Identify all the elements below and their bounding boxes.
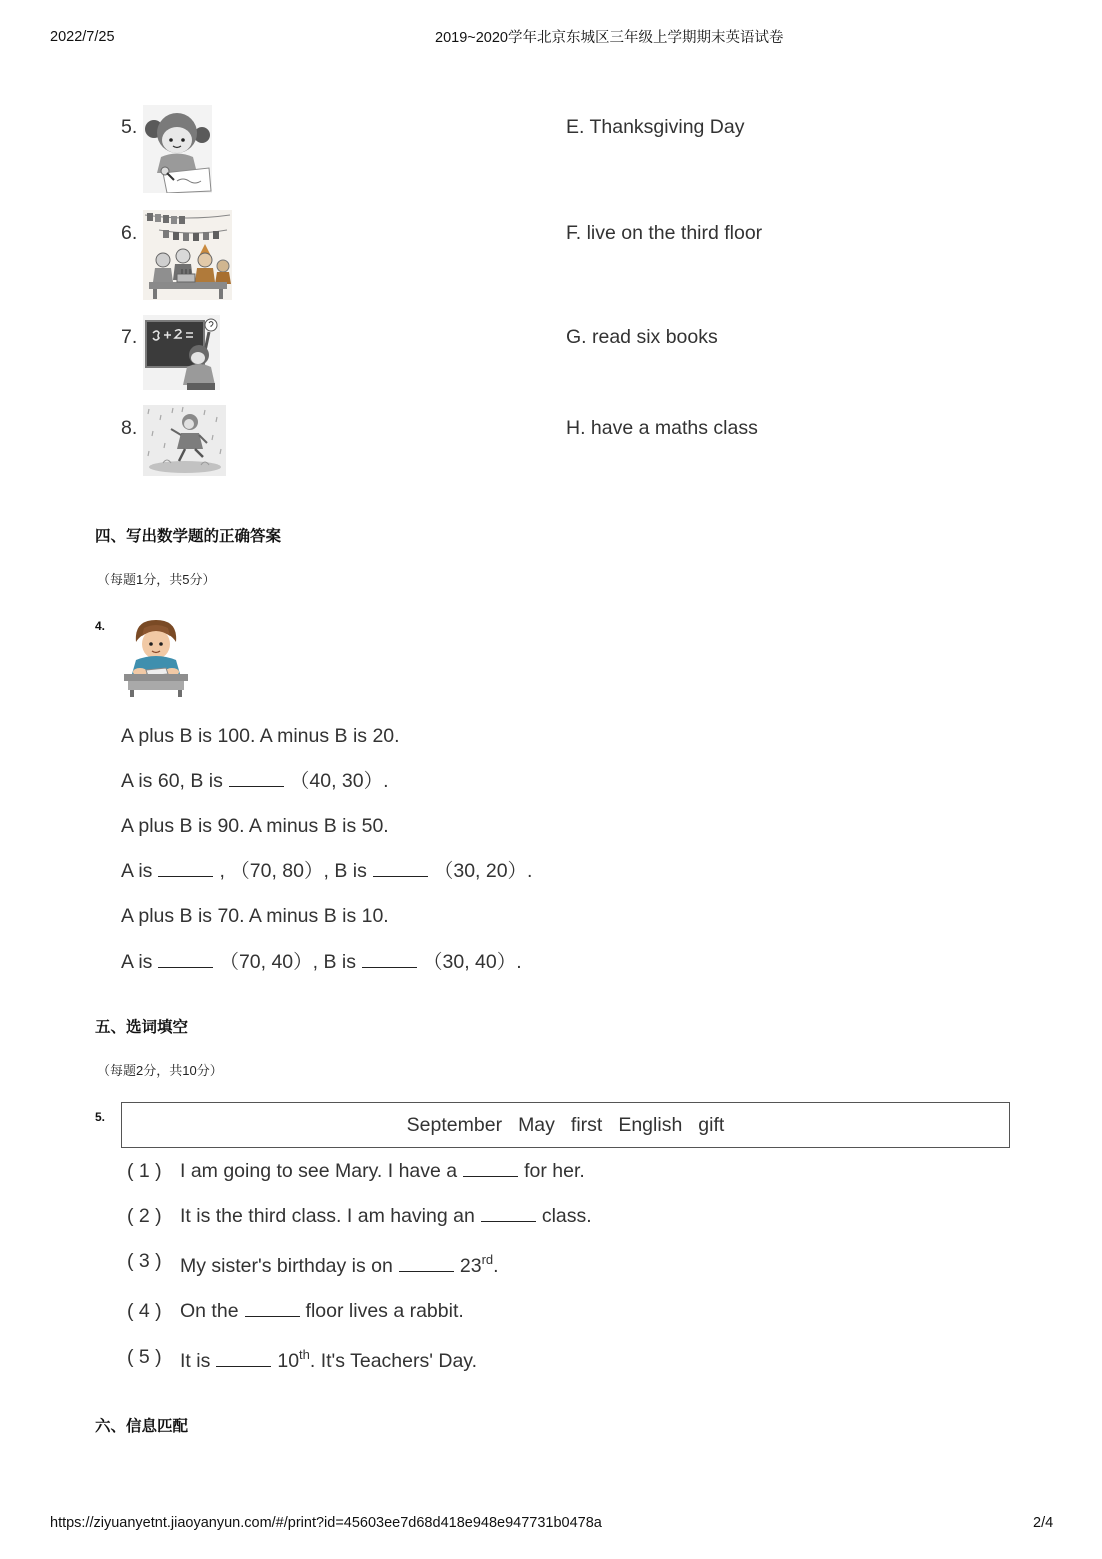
answer-blank (158, 860, 213, 877)
fill-item (180, 1159, 585, 1183)
item-label: ( 3 ) (127, 1250, 162, 1272)
math-line (121, 769, 389, 793)
fill-item-text: floor lives a rabbit. (305, 1300, 464, 1322)
word-bank-box (121, 1102, 1010, 1148)
matching-number: 5. (121, 116, 138, 138)
option-g: G. read six books (566, 326, 718, 348)
math-line-text: A is (121, 860, 153, 882)
answer-blank (158, 951, 213, 968)
fill-item-text: . It's Teachers' Day. (309, 1350, 478, 1372)
page-number: 2/4 (1033, 1515, 1054, 1531)
math-line: A plus B is 70. A minus B is 10. (121, 905, 389, 927)
document-title: 2019~2020学年北京东城区三年级上学期期末英语试卷 (435, 30, 784, 46)
score-note: （每题1分，共5分） (97, 572, 216, 587)
matching-number: 6. (121, 222, 138, 244)
fill-item-text: 23 (459, 1255, 482, 1277)
fill-item-text: 10 (277, 1350, 300, 1372)
girl-drawing-picture (143, 105, 212, 193)
word-bank-word: English (618, 1113, 683, 1136)
score-note: （每题2分，共10分） (97, 1063, 223, 1078)
ordinal-suffix: th (299, 1346, 310, 1362)
fill-item-text: . (493, 1255, 499, 1277)
math-line-text: （30, 20）. (433, 860, 533, 882)
fill-item-text: for her. (524, 1160, 585, 1182)
fill-item-text: class. (541, 1205, 592, 1227)
fill-item (180, 1299, 464, 1323)
matching-number: 7. (121, 326, 138, 348)
item-label: ( 1 ) (127, 1160, 162, 1182)
math-line-text: A is 60, B is (121, 770, 223, 792)
birthday-party-picture (143, 210, 232, 300)
item-label: ( 4 ) (127, 1300, 162, 1322)
fill-item (180, 1204, 592, 1228)
fill-item-text: It is the third class. I am having an (180, 1205, 475, 1227)
question-number: 4. (95, 619, 106, 633)
footer-url: https://ziyuanyetnt.jiaoyanyun.com/#/print?id=45603ee7d68d418e948e947731b0478a (50, 1515, 602, 1531)
math-line (121, 859, 532, 883)
math-line-text: （30, 40）. (423, 951, 522, 973)
answer-blank (373, 860, 428, 877)
math-line-text: （40, 30）. (289, 770, 389, 792)
fill-item (180, 1346, 478, 1373)
answer-blank (245, 1300, 300, 1317)
girl-at-blackboard-picture (143, 315, 220, 390)
answer-blank (399, 1255, 454, 1272)
answer-blank (463, 1160, 518, 1177)
item-label: ( 2 ) (127, 1205, 162, 1227)
answer-blank (216, 1350, 271, 1367)
math-line-text: （70, 40）, B is (219, 951, 356, 973)
word-bank-word: first (570, 1113, 603, 1136)
option-f: F. live on the third floor (566, 222, 763, 244)
answer-blank (229, 770, 284, 787)
item-label: ( 5 ) (127, 1346, 162, 1368)
fill-item (180, 1251, 499, 1278)
math-line-text: A is (121, 951, 153, 973)
question-number: 5. (95, 1110, 106, 1124)
word-bank-word: May (518, 1113, 555, 1136)
matching-number: 8. (121, 417, 138, 439)
answer-blank (481, 1205, 536, 1222)
print-date: 2022/7/25 (50, 29, 115, 45)
word-bank-word: gift (698, 1113, 725, 1136)
fill-item-text: On the (180, 1300, 239, 1322)
fill-item-text: I am going to see Mary. I have a (180, 1160, 458, 1182)
word-bank-word: September (406, 1113, 503, 1136)
math-line (121, 950, 522, 974)
boy-at-desk-picture (120, 614, 193, 697)
math-line: A plus B is 90. A minus B is 50. (121, 815, 389, 837)
fill-item-text: My sister's birthday is on (180, 1255, 393, 1277)
section-heading-math: 四、写出数学题的正确答案 (95, 528, 282, 545)
math-line: A plus B is 100. A minus B is 20. (121, 725, 400, 747)
ordinal-suffix: rd (481, 1251, 494, 1267)
fill-item-text: It is (180, 1350, 211, 1372)
section-heading-info-match: 六、信息匹配 (95, 1418, 189, 1435)
girl-in-rain-picture (143, 405, 226, 476)
math-line-text: , （70, 80）, B is (219, 860, 367, 882)
answer-blank (362, 951, 417, 968)
option-e: E. Thanksgiving Day (566, 116, 745, 138)
section-heading-fill: 五、选词填空 (95, 1019, 189, 1036)
option-h: H. have a maths class (566, 417, 758, 439)
